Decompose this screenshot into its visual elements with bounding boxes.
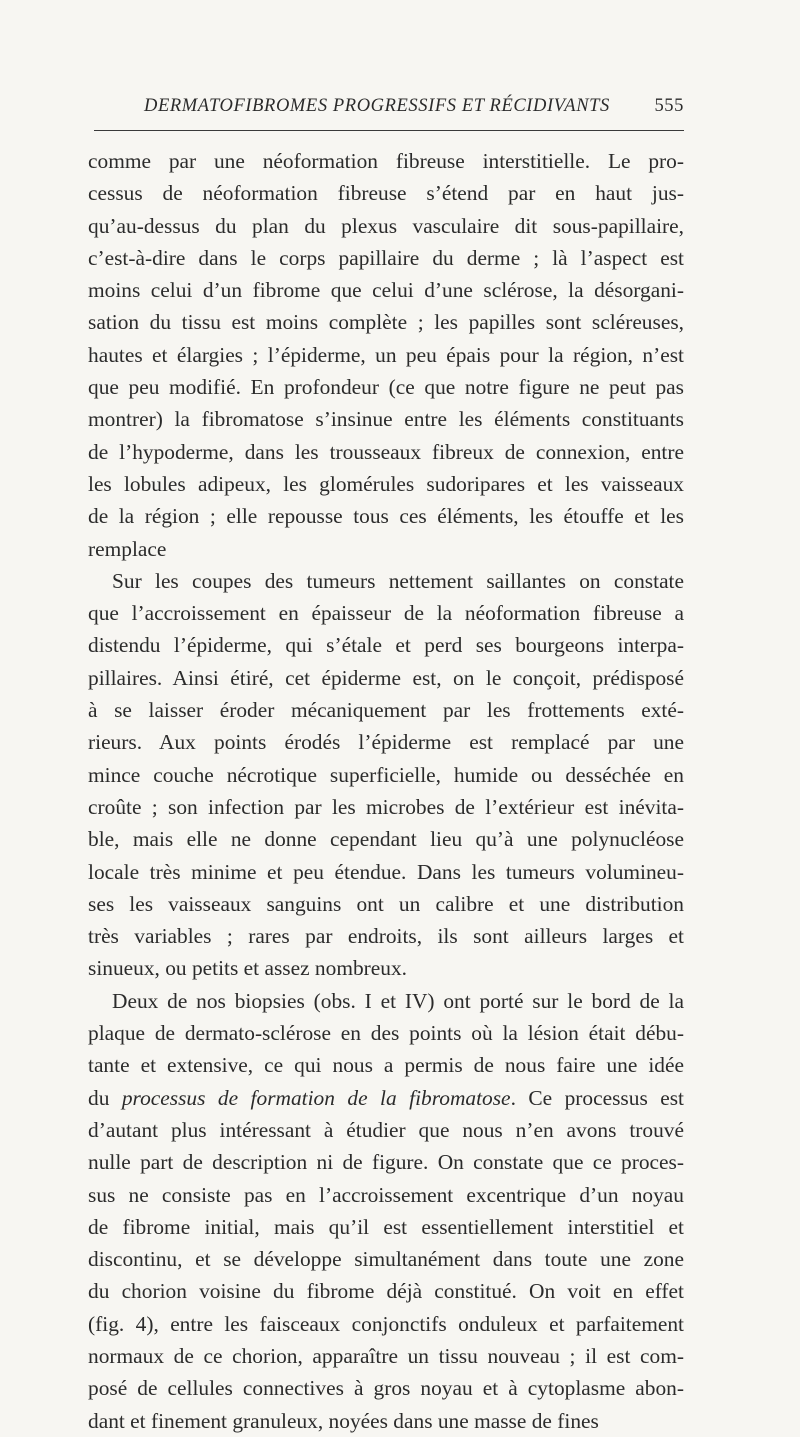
text-line: du chorion voisine du fibrome déjà constitué. On voit en effet <box>88 1279 684 1304</box>
text-line: posé de cellules connectives à gros noyau et à cytoplasme abon- <box>88 1376 684 1401</box>
text-line: nulle part de description ni de figure. On constate que ce proces- <box>88 1150 684 1175</box>
text-line: remplace <box>88 536 167 561</box>
text-line: les lobules adipeux, les glomérules sudoripares et les vaisseaux <box>88 471 684 496</box>
text-line: distendu l’épiderme, qui s’étale et perd ses bourgeons interpa- <box>88 633 684 658</box>
page-number: 555 <box>654 96 684 116</box>
text-line: à se laisser éroder mécaniquement par les frottements exté- <box>88 698 684 723</box>
text-line: (fig. 4), entre les faisceaux conjonctifs onduleux et parfaitement <box>88 1311 684 1336</box>
text-line: cessus de néoformation fibreuse s’étend par en haut jus- <box>88 181 684 206</box>
text-line: Sur les coupes des tumeurs nettement saillantes on constate <box>112 568 684 593</box>
text-line: tante et extensive, ce qui nous a permis de nous faire une idée <box>88 1053 684 1078</box>
text-line: ble, mais elle ne donne cependant lieu qu’à une polynucléose <box>88 827 684 852</box>
text-line: c’est-à-dire dans le corps papillaire du derme ; là l’aspect est <box>88 245 684 270</box>
text-line: pillaires. Ainsi étiré, cet épiderme est, on le conçoit, prédisposé <box>88 665 684 690</box>
book-page <box>88 96 684 1437</box>
text-line: Deux de nos biopsies (obs. I et IV) ont porté sur le bord de la <box>112 988 684 1013</box>
paragraph <box>88 565 684 985</box>
text-line: de l’hypoderme, dans les trousseaux fibreux de connexion, entre <box>88 439 684 464</box>
text-line: locale très minime et peu étendue. Dans les tumeurs volumineu- <box>88 859 684 884</box>
text-line: mince couche nécrotique superficielle, humide ou desséchée en <box>88 762 684 787</box>
running-title: DERMATOFIBROMES PROGRESSIFS ET RÉCIDIVANTS <box>144 96 610 116</box>
text-line: moins celui d’un fibrome que celui d’une sclérose, la désorgani- <box>88 278 684 303</box>
text-segment: du <box>88 1085 122 1110</box>
body-text <box>88 145 684 1437</box>
text-line <box>88 1082 684 1114</box>
text-segment: . Ce processus est <box>510 1085 684 1110</box>
text-line: ses les vaisseaux sanguins ont un calibre et une distribution <box>88 891 684 916</box>
text-line: normaux de ce chorion, apparaître un tissu nouveau ; il est com- <box>88 1343 684 1368</box>
text-line: très variables ; rares par endroits, ils sont ailleurs larges et <box>88 924 684 949</box>
paragraph <box>88 985 684 1437</box>
running-header <box>88 96 684 130</box>
text-line: croûte ; son infection par les microbes de l’extérieur est inévita- <box>88 794 684 819</box>
text-line: de fibrome initial, mais qu’il est essentiellement interstitiel et <box>88 1214 684 1239</box>
text-line: que l’accroissement en épaisseur de la néoformation fibreuse a <box>88 601 684 626</box>
text-line: que peu modifié. En profondeur (ce que notre figure ne peut pas <box>88 375 684 400</box>
text-line: dant et finement granuleux, noyées dans une masse de fines <box>88 1408 599 1433</box>
text-line: rieurs. Aux points érodés l’épiderme est remplacé par une <box>88 730 684 755</box>
text-line: sus ne consiste pas en l’accroissement excentrique d’un noyau <box>88 1182 684 1207</box>
text-line: hautes et élargies ; l’épiderme, un peu épais pour la région, n’est <box>88 342 684 367</box>
italic-phrase: processus de formation de la fibromatose <box>121 1085 511 1110</box>
text-line: qu’au-dessus du plan du plexus vasculaire dit sous-papillaire, <box>88 213 684 238</box>
text-line: discontinu, et se développe simultanément dans toute une zone <box>88 1247 684 1272</box>
paragraph <box>88 145 684 565</box>
text-line: montrer) la fibromatose s’insinue entre les éléments constituants <box>88 407 684 432</box>
text-line: d’autant plus intéressant à étudier que nous n’en avons trouvé <box>88 1117 684 1142</box>
text-line: sinueux, ou petits et assez nombreux. <box>88 956 408 981</box>
header-rule <box>94 130 684 131</box>
text-line: sation du tissu est moins complète ; les papilles sont scléreuses, <box>88 310 684 335</box>
text-line: plaque de dermato-sclérose en des points où la lésion était débu- <box>88 1021 684 1046</box>
text-line: de la région ; elle repousse tous ces éléments, les étouffe et les <box>88 504 684 529</box>
text-line: comme par une néoformation fibreuse interstitielle. Le pro- <box>88 149 684 173</box>
